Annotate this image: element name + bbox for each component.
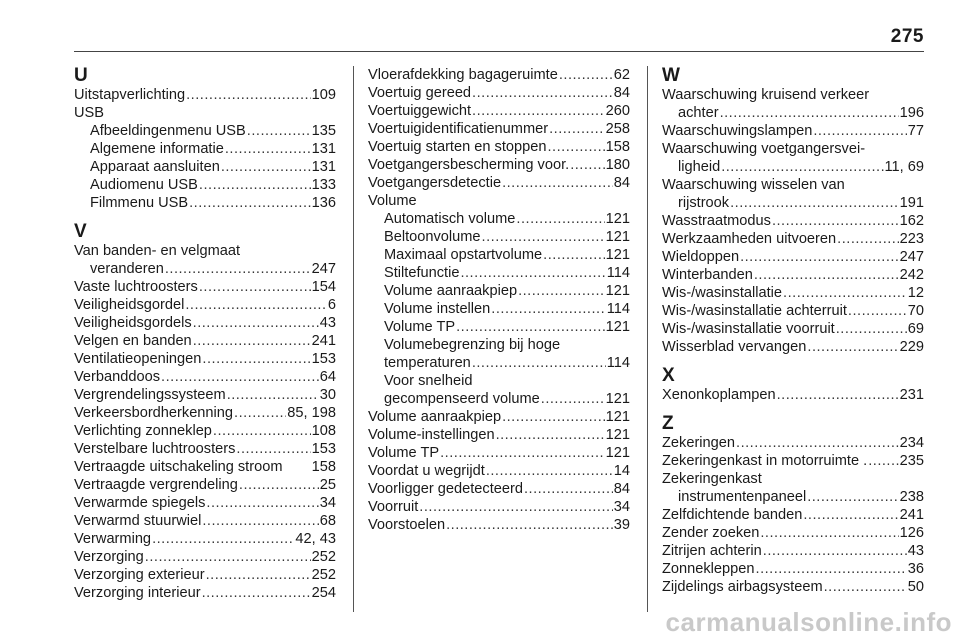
index-entry-label: Uitstapverlichting xyxy=(74,87,186,103)
index-entry-label: instrumentenpaneel xyxy=(678,489,807,505)
index-entry-pages: 121 xyxy=(605,427,630,443)
dot-leader xyxy=(193,314,319,332)
index-entry-label: Maximaal opstartvolume xyxy=(384,247,543,263)
index-entry-heading: USB xyxy=(74,105,105,121)
index-column-3 xyxy=(662,66,924,596)
dot-leader xyxy=(730,194,899,212)
index-entry-label: Voetgangersbescherming voor. xyxy=(368,157,570,173)
index-entry-label: Volume TP xyxy=(384,319,456,335)
index-entry-label: Voorruit xyxy=(368,499,419,515)
index-entry-label: Verstelbare luchtroosters xyxy=(74,441,236,457)
index-entry xyxy=(74,530,336,548)
dot-leader xyxy=(721,158,883,176)
index-entry-pages: 153 xyxy=(311,351,336,367)
index-entry xyxy=(74,440,336,458)
index-entry xyxy=(74,260,336,278)
index-entry-pages: 254 xyxy=(311,585,336,601)
dot-leader xyxy=(185,296,327,314)
index-entry xyxy=(662,104,924,122)
dot-leader xyxy=(472,102,605,120)
index-entry-pages: 42, 43 xyxy=(295,531,336,547)
index-entry-label: Velgen en banden xyxy=(74,333,192,349)
index-entry-pages: 121 xyxy=(605,319,630,335)
index-entry-label: Voertuigidentificatienummer xyxy=(368,121,549,137)
index-entry-pages: 158 xyxy=(311,459,336,475)
index-entry-label: veranderen xyxy=(90,261,164,277)
dot-leader xyxy=(772,212,899,230)
dot-leader xyxy=(720,104,899,122)
dot-leader xyxy=(837,230,898,248)
index-entry xyxy=(368,300,630,318)
index-entry xyxy=(662,524,924,542)
index-entry xyxy=(74,476,336,494)
index-entry xyxy=(74,566,336,584)
dot-leader xyxy=(419,498,612,516)
dot-leader xyxy=(482,228,605,246)
index-entry xyxy=(74,176,336,194)
index-entry-heading: Volume xyxy=(368,193,417,209)
index-entry-pages: 223 xyxy=(899,231,924,247)
dot-leader xyxy=(740,248,899,266)
dot-leader xyxy=(868,452,898,470)
index-entry-pages: 11, 69 xyxy=(884,159,924,175)
index-entry xyxy=(662,506,924,524)
index-letter-heading: Z xyxy=(662,413,674,434)
index-entry-label: Afbeeldingenmenu USB xyxy=(90,123,246,139)
index-letter-heading: X xyxy=(662,365,675,386)
index-entry-pages: 247 xyxy=(899,249,924,265)
index-entry xyxy=(368,480,630,498)
index-entry-label: achter xyxy=(678,105,719,121)
index-entry-pages: 85, 198 xyxy=(287,405,336,421)
index-entry-pages: 109 xyxy=(311,87,336,103)
index-entry-label: Volume TP xyxy=(368,445,440,461)
index-entry-pages: 68 xyxy=(319,513,336,529)
index-entry-heading: Waarschuwing voetgangersvei- xyxy=(662,141,866,157)
index-entry-label: Wis-/wasinstallatie achterruit xyxy=(662,303,847,319)
index-entry-pages: 25 xyxy=(319,477,336,493)
index-entry xyxy=(74,86,336,104)
index-entry-pages: 258 xyxy=(605,121,630,137)
index-entry-pages: 62 xyxy=(613,67,630,83)
index-entry xyxy=(74,314,336,332)
index-entry-label: Veiligheidsgordels xyxy=(74,315,192,331)
index-entry-pages: 50 xyxy=(907,579,924,595)
index-entry-pages: 121 xyxy=(605,445,630,461)
index-entry-pages: 121 xyxy=(605,247,630,263)
index-entry xyxy=(368,228,630,246)
index-entry-label: ligheid xyxy=(678,159,721,175)
dot-leader xyxy=(213,422,311,440)
index-entry-pages: 153 xyxy=(311,441,336,457)
index-entry xyxy=(368,318,630,336)
index-entry xyxy=(662,434,924,452)
dot-leader xyxy=(206,566,311,584)
dot-leader xyxy=(813,122,906,140)
dot-leader xyxy=(502,174,613,192)
dot-leader xyxy=(807,488,898,506)
dot-leader xyxy=(736,434,899,452)
index-entry-heading: Voor snelheid xyxy=(384,373,473,389)
index-entry xyxy=(74,194,336,212)
index-entry-pages: 241 xyxy=(311,333,336,349)
watermark: carmanualsonline.info xyxy=(665,607,952,637)
index-entry-heading: Volumebegrenzing bij hoge xyxy=(384,337,561,353)
dot-leader xyxy=(472,354,606,372)
index-entry-label: Vertraagde vergrendeling xyxy=(74,477,238,493)
index-entry-label: Verzorging interieur xyxy=(74,585,201,601)
index-entry xyxy=(662,158,924,176)
index-entry-label: Voertuiggewicht xyxy=(368,103,472,119)
index-entry xyxy=(368,444,630,462)
dot-leader xyxy=(848,302,907,320)
dot-leader xyxy=(236,440,310,458)
index-entry-label: Voorligger gedetecteerd xyxy=(368,481,523,497)
index-entry-pages: 229 xyxy=(899,339,924,355)
index-entry xyxy=(662,248,924,266)
index-entry xyxy=(74,548,336,566)
index-entry-pages: 36 xyxy=(907,561,924,577)
index-entry xyxy=(74,422,336,440)
index-entry-label: Verkeersbordherkenning xyxy=(74,405,234,421)
index-entry-label: Xenonkoplampen xyxy=(662,387,776,403)
index-entry xyxy=(368,390,630,408)
dot-leader xyxy=(202,512,318,530)
dot-leader xyxy=(460,264,605,282)
index-entry xyxy=(662,386,924,404)
index-entry-pages: 260 xyxy=(605,103,630,119)
index-entry xyxy=(74,512,336,530)
index-entry xyxy=(368,66,630,84)
index-entry-label: Apparaat aansluiten xyxy=(90,159,220,175)
index-entry-pages: 39 xyxy=(613,517,630,533)
index-entry-pages: 121 xyxy=(605,409,630,425)
index-entry xyxy=(662,578,924,596)
column-divider xyxy=(647,66,648,612)
dot-leader xyxy=(518,282,605,300)
index-entry-label: Verbanddoos xyxy=(74,369,161,385)
index-entry-heading: Zekeringenkast xyxy=(662,471,762,487)
index-entry-label: Verwarmd stuurwiel xyxy=(74,513,202,529)
index-letter-heading: V xyxy=(74,221,87,242)
index-entry-label: Volume-instellingen xyxy=(368,427,495,443)
dot-leader xyxy=(756,560,907,578)
index-entry xyxy=(74,158,336,176)
index-entry xyxy=(74,332,336,350)
index-entry-label: temperaturen xyxy=(384,355,471,371)
index-entry-pages: 231 xyxy=(899,387,924,403)
dot-leader xyxy=(491,300,605,318)
index-entry-label: Zender zoeken xyxy=(662,525,760,541)
index-entry-label: gecompenseerd volume xyxy=(384,391,540,407)
index-entry-pages: 34 xyxy=(613,499,630,515)
dot-leader xyxy=(186,86,311,104)
index-entry-label: Winterbanden xyxy=(662,267,753,283)
index-entry-pages: 84 xyxy=(613,85,630,101)
index-entry-pages: 191 xyxy=(899,195,924,211)
index-entry-pages: 108 xyxy=(311,423,336,439)
index-entry-pages: 158 xyxy=(605,139,630,155)
index-entry-heading: Van banden- en velgmaat xyxy=(74,243,241,259)
index-entry-pages: 30 xyxy=(319,387,336,403)
dot-leader xyxy=(502,408,605,426)
index-entry-pages: 242 xyxy=(899,267,924,283)
index-entry-pages: 252 xyxy=(311,567,336,583)
index-entry-label: Wieldoppen xyxy=(662,249,740,265)
dot-leader xyxy=(486,462,613,480)
index-entry-label: Stiltefunctie xyxy=(384,265,460,281)
index-entry-pages: 34 xyxy=(319,495,336,511)
index-entry xyxy=(74,404,336,422)
dot-leader xyxy=(446,516,613,534)
index-entry-label: Volume instellen xyxy=(384,301,491,317)
index-entry-pages: 234 xyxy=(899,435,924,451)
index-entry xyxy=(368,102,630,120)
index-entry-pages: 84 xyxy=(613,175,630,191)
index-entry xyxy=(368,210,630,228)
index-entry xyxy=(662,560,924,578)
index-entry-pages: 114 xyxy=(606,355,630,371)
dot-leader xyxy=(152,530,294,548)
index-entry-label: Zijdelings airbagsysteem xyxy=(662,579,823,595)
index-entry xyxy=(368,174,630,192)
index-entry xyxy=(368,246,630,264)
index-entry-label: Audiomenu USB xyxy=(90,177,198,193)
index-entry-label: Volume aanraakpiep xyxy=(384,283,518,299)
index-entry-pages: 196 xyxy=(899,105,924,121)
index-entry xyxy=(368,354,630,372)
dot-leader xyxy=(193,332,311,350)
index-entry-pages: 121 xyxy=(605,211,630,227)
index-entry-label: Zelfdichtende banden xyxy=(662,507,803,523)
dot-leader xyxy=(189,194,311,212)
index-entry-label: Beltoonvolume xyxy=(384,229,481,245)
index-entry xyxy=(74,494,336,512)
index-entry-label: Volume aanraakpiep xyxy=(368,409,502,425)
dot-leader xyxy=(227,386,319,404)
dot-leader xyxy=(234,404,286,422)
dot-leader xyxy=(824,578,907,596)
index-entry xyxy=(662,212,924,230)
dot-leader xyxy=(496,426,605,444)
index-entry-label: Verwarming xyxy=(74,531,152,547)
index-entry xyxy=(74,368,336,386)
index-entry-label: Zonnekleppen xyxy=(662,561,755,577)
dot-leader xyxy=(754,266,899,284)
index-entry-label: Vergrendelingssysteem xyxy=(74,387,226,403)
dot-leader xyxy=(440,444,605,462)
index-entry xyxy=(74,278,336,296)
index-entry-label: Wis-/wasinstallatie voorruit xyxy=(662,321,835,337)
index-entry xyxy=(662,338,924,356)
index-entry xyxy=(74,350,336,368)
index-entry xyxy=(368,498,630,516)
index-entry-pages: 84 xyxy=(613,481,630,497)
index-entry xyxy=(368,264,630,282)
dot-leader xyxy=(570,156,604,174)
index-column-2 xyxy=(368,66,630,534)
index-entry-label: Waarschuwingslampen xyxy=(662,123,813,139)
index-entry-label: Verwarmde spiegels xyxy=(74,495,206,511)
index-entry-heading: Waarschuwing kruisend verkeer xyxy=(662,87,870,103)
dot-leader xyxy=(836,320,907,338)
index-entry xyxy=(662,452,924,470)
dot-leader xyxy=(543,246,604,264)
index-entry-pages: 247 xyxy=(311,261,336,277)
index-entry xyxy=(662,194,924,212)
index-entry-pages: 43 xyxy=(319,315,336,331)
index-entry xyxy=(662,302,924,320)
index-entry-pages: 12 xyxy=(907,285,924,301)
dot-leader xyxy=(221,158,311,176)
index-letter-heading: U xyxy=(74,65,88,86)
index-entry-pages: 238 xyxy=(899,489,924,505)
index-entry xyxy=(662,266,924,284)
index-entry-label: Wis-/wasinstallatie xyxy=(662,285,783,301)
index-entry xyxy=(368,426,630,444)
index-entry-pages: 241 xyxy=(899,507,924,523)
index-entry xyxy=(368,138,630,156)
index-entry xyxy=(368,516,630,534)
index-entry-pages: 126 xyxy=(899,525,924,541)
index-entry-pages: 252 xyxy=(311,549,336,565)
index-entry-label: rijstrook xyxy=(678,195,730,211)
index-entry-pages: 6 xyxy=(327,297,336,313)
dot-leader xyxy=(516,210,604,228)
index-entry-pages: 131 xyxy=(311,141,336,157)
dot-leader xyxy=(760,524,898,542)
dot-leader xyxy=(549,120,605,138)
dot-leader xyxy=(803,506,898,524)
index-entry-label: Algemene informatie xyxy=(90,141,224,157)
index-entry-pages: 162 xyxy=(899,213,924,229)
dot-leader xyxy=(783,284,907,302)
dot-leader xyxy=(763,542,907,560)
dot-leader xyxy=(202,350,310,368)
index-entry-pages: 69 xyxy=(907,321,924,337)
dot-leader xyxy=(202,584,311,602)
index-entry-label: Zekeringenkast in motorruimte . xyxy=(662,453,868,469)
dot-leader xyxy=(239,476,319,494)
index-entry-label: Verzorging xyxy=(74,549,144,565)
index-entry-pages: 14 xyxy=(613,463,630,479)
dot-leader xyxy=(541,390,605,408)
dot-leader xyxy=(559,66,613,84)
index-entry xyxy=(368,282,630,300)
index-entry-label: Wasstraatmodus xyxy=(662,213,771,229)
index-entry-label: Vaste luchtroosters xyxy=(74,279,198,295)
index-entry xyxy=(368,156,630,174)
index-entry-pages: 64 xyxy=(319,369,336,385)
dot-leader xyxy=(777,386,899,404)
index-entry xyxy=(74,140,336,158)
index-entry-label: Veiligheidsgordel xyxy=(74,297,185,313)
index-column-1 xyxy=(74,66,336,602)
index-entry-label: Zekeringen xyxy=(662,435,736,451)
dot-leader xyxy=(456,318,605,336)
header-rule xyxy=(74,51,924,52)
page-number: 275 xyxy=(890,26,924,47)
index-entry-label: Zitrijen achterin xyxy=(662,543,762,559)
index-entry xyxy=(74,386,336,404)
index-entry-label: Ventilatieopeningen xyxy=(74,351,202,367)
index-entry xyxy=(662,542,924,560)
index-entry-pages: 180 xyxy=(605,157,630,173)
dot-leader xyxy=(807,338,898,356)
index-entry-label: Werkzaamheden uitvoeren xyxy=(662,231,837,247)
index-entry-pages: 43 xyxy=(907,543,924,559)
index-entry xyxy=(662,284,924,302)
dot-leader xyxy=(247,122,311,140)
dot-leader xyxy=(206,494,318,512)
index-entry xyxy=(368,120,630,138)
index-entry-label: Voertuig gereed xyxy=(368,85,472,101)
dot-leader xyxy=(524,480,613,498)
index-entry xyxy=(368,462,630,480)
index-entry xyxy=(74,458,336,476)
index-entry-label: Vertraagde uitschakeling stroom xyxy=(74,459,283,475)
index-entry xyxy=(662,488,924,506)
dot-leader xyxy=(165,260,311,278)
index-entry-pages: 136 xyxy=(311,195,336,211)
dot-leader xyxy=(199,278,311,296)
index-entry-label: Filmmenu USB xyxy=(90,195,189,211)
index-entry-pages: 133 xyxy=(311,177,336,193)
index-entry-label: Verlichting zonneklep xyxy=(74,423,212,439)
index-entry-pages: 114 xyxy=(606,265,630,281)
dot-leader xyxy=(548,138,605,156)
index-entry xyxy=(662,122,924,140)
index-entry-heading: Waarschuwing wisselen van xyxy=(662,177,845,193)
index-entry-pages: 77 xyxy=(907,123,924,139)
index-letter-heading: W xyxy=(662,65,680,86)
index-entry-pages: 135 xyxy=(311,123,336,139)
index-entry xyxy=(74,584,336,602)
index-entry xyxy=(74,296,336,314)
index-entry xyxy=(662,230,924,248)
index-entry-label: Voertuig starten en stoppen xyxy=(368,139,547,155)
dot-leader xyxy=(225,140,311,158)
index-entry-pages: 70 xyxy=(907,303,924,319)
index-entry-pages: 235 xyxy=(899,453,924,469)
index-entry-label: Voetgangersdetectie xyxy=(368,175,502,191)
dot-leader xyxy=(199,176,311,194)
index-entry-pages: 121 xyxy=(605,283,630,299)
index-entry-label: Wisserblad vervangen xyxy=(662,339,807,355)
index-entry xyxy=(368,408,630,426)
dot-leader xyxy=(472,84,613,102)
index-entry xyxy=(368,84,630,102)
index-entry-pages: 121 xyxy=(605,391,630,407)
index-entry-label: Voorstoelen xyxy=(368,517,446,533)
dot-leader xyxy=(145,548,311,566)
index-entry-label: Vloerafdekking bagageruimte xyxy=(368,67,558,83)
index-entry xyxy=(74,122,336,140)
index-entry-pages: 154 xyxy=(311,279,336,295)
index-entry-label: Voordat u wegrijdt xyxy=(368,463,485,479)
column-divider xyxy=(353,66,354,612)
index-entry-pages: 114 xyxy=(606,301,630,317)
index-entry-pages: 121 xyxy=(605,229,630,245)
index-entry xyxy=(662,320,924,338)
index-entry-label: Verzorging exterieur xyxy=(74,567,205,583)
index-entry-pages: 131 xyxy=(311,159,336,175)
dot-leader xyxy=(161,368,319,386)
index-entry-label: Automatisch volume xyxy=(384,211,516,227)
